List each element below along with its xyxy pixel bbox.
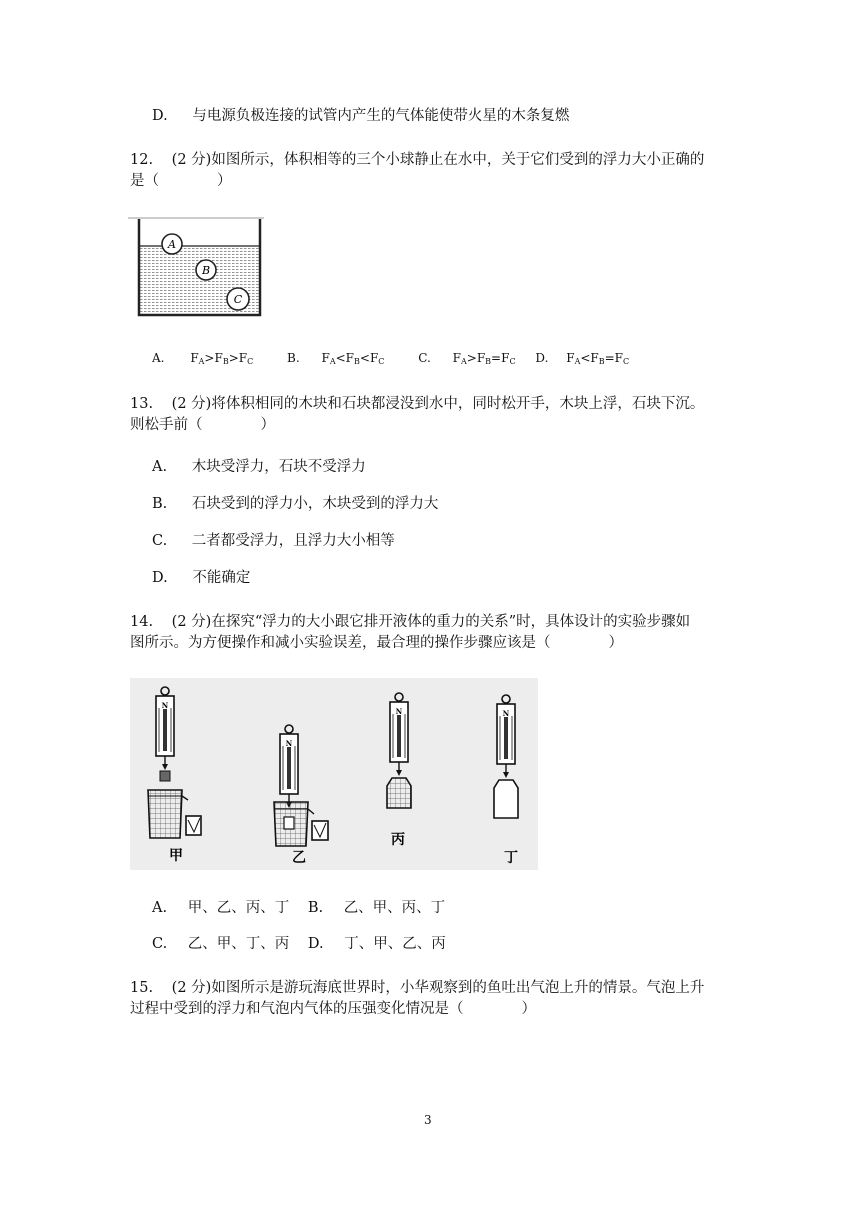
ball-a — [162, 234, 182, 254]
scale-letter: N — [161, 701, 169, 710]
option-label: D. — [152, 570, 168, 586]
question-number: 15. — [130, 980, 154, 996]
prev-option-d — [152, 106, 569, 126]
option-text: 木块受浮力，石块不受浮力 — [191, 459, 366, 475]
question-14-line1 — [130, 612, 690, 632]
ball-b — [196, 260, 216, 280]
option-c — [418, 351, 519, 365]
ball-c — [227, 288, 249, 310]
option-text: 丁、甲、乙、丙 — [344, 936, 446, 952]
option-formula: $F_A>F_B>F_C$ — [190, 351, 254, 366]
option-label: D. — [307, 936, 324, 952]
question-text: (2 分)如图所示，体积相等的三个小球静止在水中，关于它们受到的浮力大小正确的 — [171, 152, 705, 168]
figure-label-yi: 乙 — [292, 850, 306, 866]
question-14-options-row2 — [152, 934, 446, 954]
question-number: 14. — [130, 614, 154, 630]
option-a — [152, 351, 257, 365]
option-label: B. — [287, 351, 300, 365]
question-13-option-a — [152, 457, 366, 477]
question-text: (2 分)将体积相同的木块和石块都浸没到水中，同时松开手，木块上浮，石块下沉。 — [171, 396, 705, 412]
option-text: 二者都受浮力，且浮力大小相等 — [191, 533, 395, 549]
question-14-line2: 图所示。为方便操作和减小实验误差，最合理的操作步骤应该是（ ） — [130, 635, 623, 651]
option-label: D. — [535, 351, 549, 365]
figure-label-ding: 丁 — [504, 850, 518, 866]
q14-figure — [130, 678, 538, 870]
option-label: A. — [152, 351, 165, 365]
option-label: C. — [418, 351, 431, 365]
option-text: 乙、甲、丁、丙 — [187, 936, 290, 952]
question-number: 13. — [130, 396, 154, 412]
figure-background — [130, 678, 538, 870]
option-label: A. — [152, 900, 168, 916]
question-13-option-d — [152, 568, 250, 588]
option-text: 乙、甲、丙、丁 — [343, 900, 446, 916]
question-text: (2 分)在探究“浮力的大小跟它排开液体的重力的关系”时，具体设计的实验步骤如 — [171, 614, 691, 630]
scale-letter: N — [285, 739, 293, 748]
option-formula: $F_A<F_B<F_C$ — [321, 351, 385, 366]
option-label: B. — [307, 900, 324, 916]
question-12-line1 — [130, 150, 704, 170]
option-label: C. — [152, 936, 168, 952]
option-b — [287, 351, 388, 365]
option-formula: $F_A>F_B=F_C$ — [452, 351, 516, 366]
q12-figure — [128, 214, 266, 318]
option-label: C. — [152, 533, 168, 549]
question-13-line2: 则松手前（ ） — [130, 417, 275, 433]
question-text: (2 分)如图所示是游玩海底世界时，小华观察到的鱼吐出气泡上升的情景。气泡上升 — [171, 980, 705, 996]
question-15-line2: 过程中受到的浮力和气泡内气体的压强变化情况是（ ） — [130, 1001, 536, 1017]
option-text: 石块受到的浮力小，木块受到的浮力大 — [191, 496, 439, 512]
ball-a-label: A — [168, 238, 176, 251]
option-d — [535, 351, 629, 365]
question-14-options-row1 — [152, 898, 445, 918]
option-label: A. — [152, 459, 168, 475]
question-13-option-c — [152, 531, 395, 551]
question-13-line1 — [130, 394, 704, 414]
page-number: 3 — [424, 1113, 432, 1127]
question-12-options — [152, 348, 629, 372]
ball-b-label: B — [201, 264, 211, 277]
scale-letter: N — [502, 709, 510, 718]
figure-label-jia: 甲 — [169, 848, 183, 864]
option-text: 不能确定 — [192, 570, 251, 586]
ball-c-label: C — [233, 293, 243, 306]
question-number: 12. — [130, 152, 154, 168]
option-label: D. — [152, 108, 168, 124]
figure-label-bing: 丙 — [391, 832, 405, 848]
question-12-line2: 是（ ） — [130, 173, 232, 189]
option-text: 甲、乙、丙、丁 — [187, 900, 290, 916]
scale-letter: N — [395, 707, 403, 716]
option-label: B. — [152, 496, 168, 512]
option-formula: $F_A<F_B=F_C$ — [566, 351, 630, 366]
question-15-line1 — [130, 978, 704, 998]
question-13-option-b — [152, 494, 438, 514]
option-text: 与电源负极连接的试管内产生的气体能使带火星的木条复燃 — [192, 108, 570, 124]
